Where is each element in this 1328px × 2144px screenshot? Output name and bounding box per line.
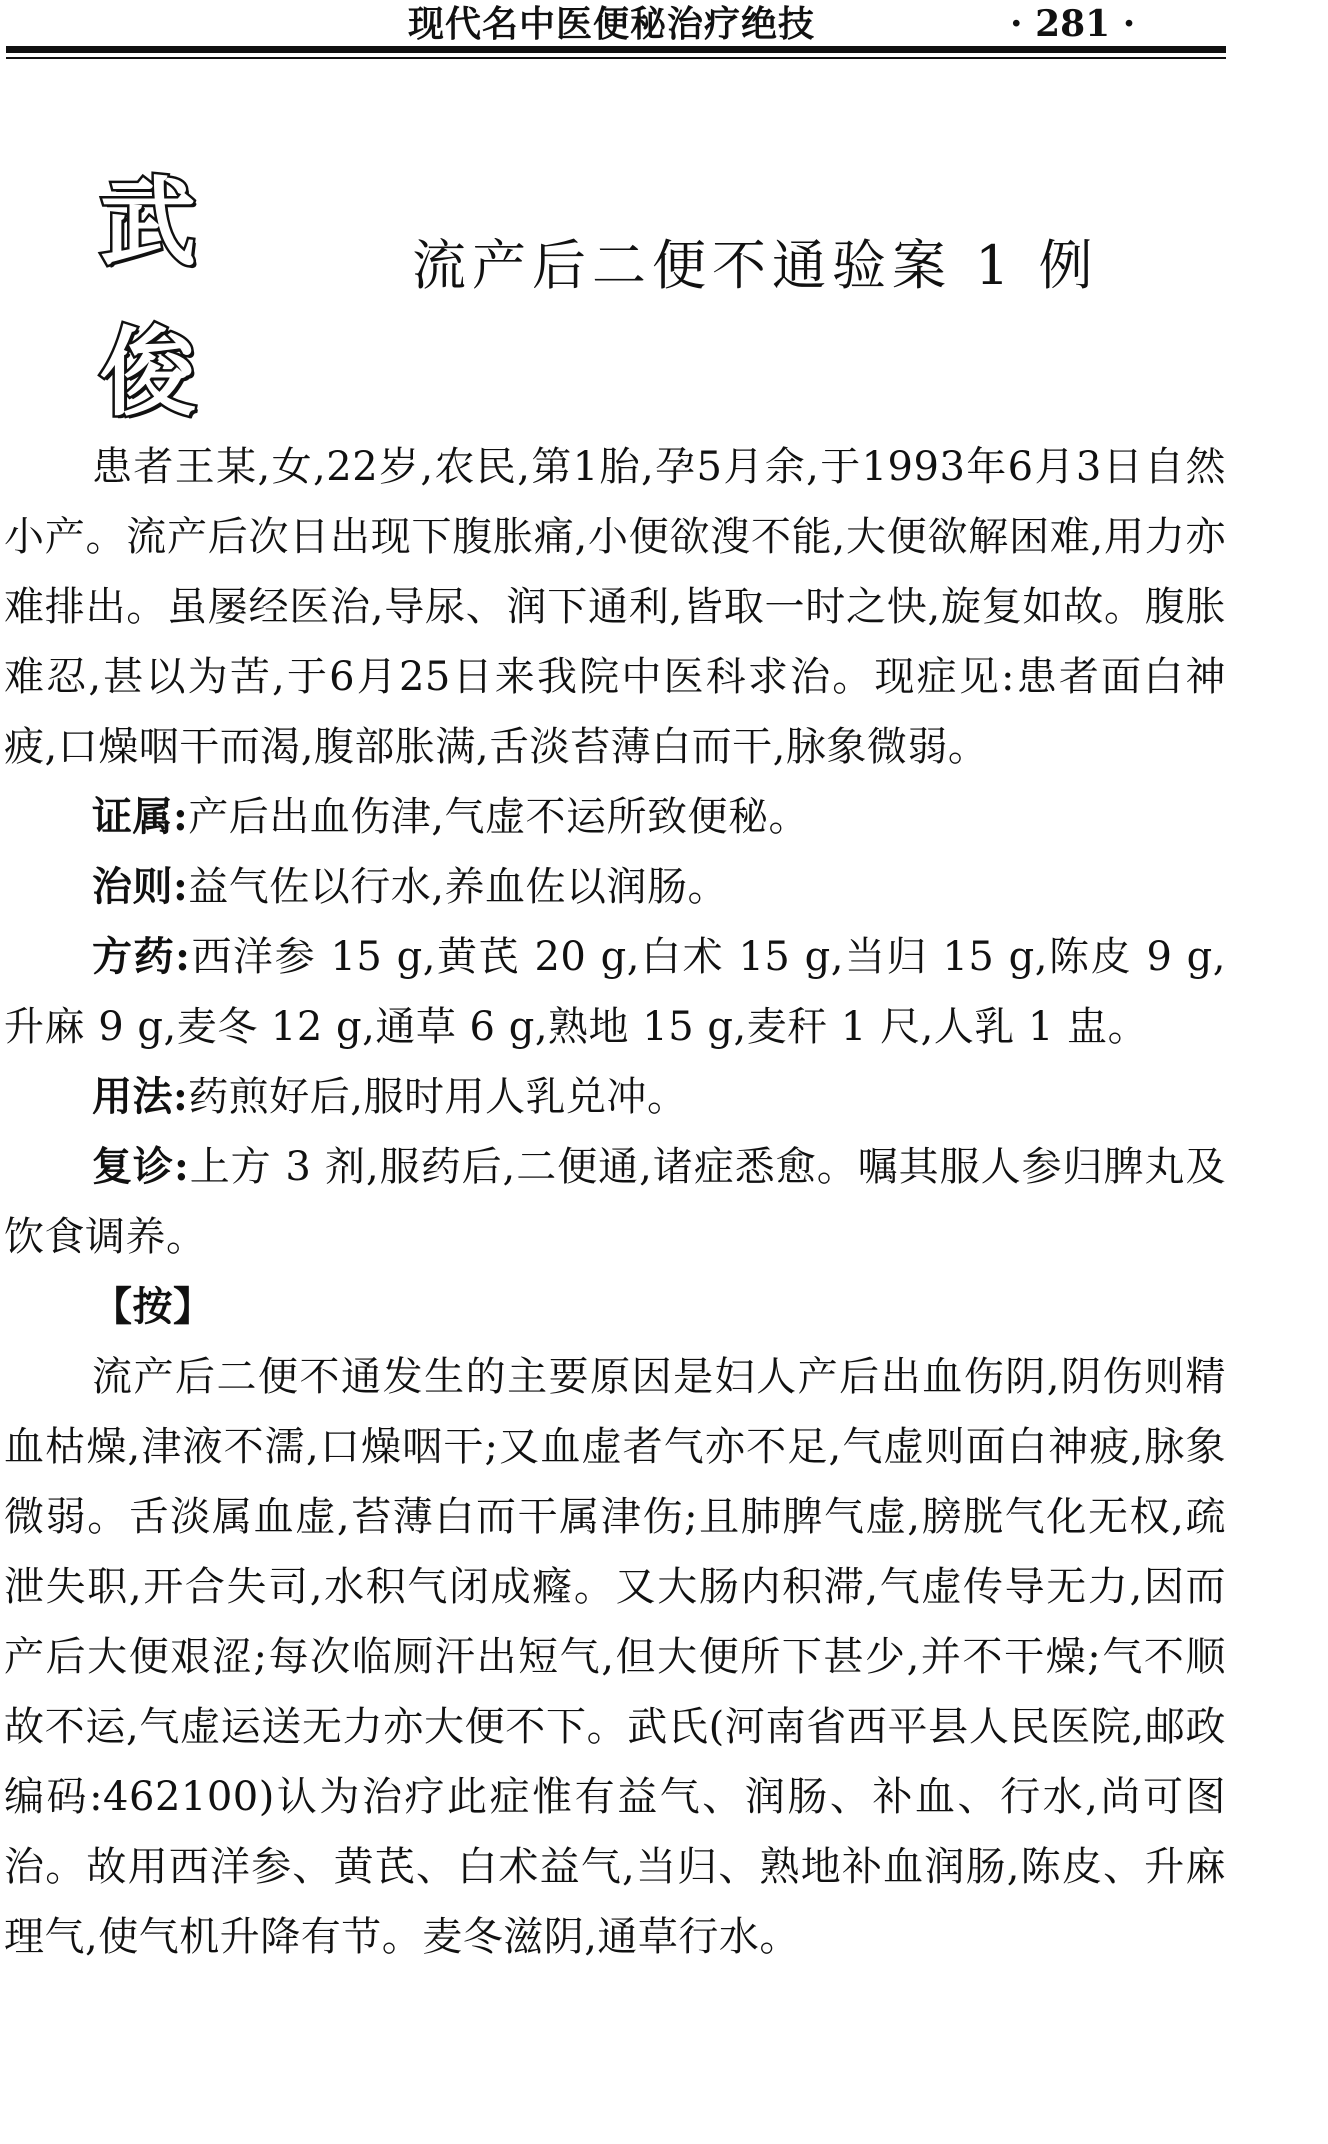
usage-text: 药煎好后,服时用人乳兑冲。 bbox=[188, 1074, 688, 1120]
syndrome-label: 证属: bbox=[92, 793, 189, 840]
author-char-2: 俊 bbox=[100, 316, 196, 429]
running-header bbox=[0, 0, 1230, 62]
article-body bbox=[4, 432, 1226, 1972]
article-title: 流产后二便不通验案 1 例 bbox=[412, 234, 1099, 297]
page-number: · 281 · bbox=[1010, 3, 1136, 45]
prescription-line bbox=[4, 922, 1226, 1062]
book-title: 现代名中医便秘治疗绝技 bbox=[408, 3, 816, 45]
case-paragraph: 患者王某,女,22岁,农民,第1胎,孕5月余,于1993年6月3日自然小产。流产后次日出现下腹胀痛,小便欲溲不能,大便欲解困难,用力亦难排出。虽屡经医治,导尿、润下通利,皆取一时之快,旋复如故。腹胀难忍,甚以为苦,于6月25日来我院中医科求治。现症见:患者面白神疲,口燥咽干而渴,腹部胀满,舌淡苔薄白而干,脉象微弱。 bbox=[4, 444, 1226, 770]
usage-line bbox=[4, 1062, 1226, 1132]
note-heading: 【按】 bbox=[92, 1283, 214, 1330]
followup-line bbox=[4, 1132, 1226, 1272]
header-rule-thick bbox=[6, 46, 1226, 53]
followup-text: 上方 3 剂,服药后,二便通,诸症悉愈。嘱其服人参归脾丸及饮食调养。 bbox=[4, 1144, 1226, 1260]
prescription-text: 西洋参 15 g,黄芪 20 g,白术 15 g,当归 15 g,陈皮 9 g,升麻 9 g,麦冬 12 g,通草 6 g,熟地 15 g,麦秆 1 尺,人乳 1 盅。 bbox=[4, 934, 1226, 1050]
followup-label: 复诊: bbox=[92, 1143, 190, 1190]
prescription-label: 方药: bbox=[92, 933, 191, 980]
treatment-label: 治则: bbox=[92, 863, 189, 910]
author-char-1: 武 bbox=[100, 166, 196, 279]
syndrome-line bbox=[4, 782, 1226, 852]
author-name bbox=[100, 148, 230, 448]
header-rule-thin bbox=[6, 57, 1226, 59]
syndrome-text: 产后出血伤津,气虚不运所致便秘。 bbox=[188, 794, 809, 840]
treatment-line bbox=[4, 852, 1226, 922]
usage-label: 用法: bbox=[92, 1073, 189, 1120]
treatment-text: 益气佐以行水,养血佐以润肠。 bbox=[188, 864, 728, 910]
note-paragraph: 流产后二便不通发生的主要原因是妇人产后出血伤阴,阴伤则精血枯燥,津液不濡,口燥咽干;又血虚者气亦不足,气虚则面白神疲,脉象微弱。舌淡属血虚,苔薄白而干属津伤;且肺脾气虚,膀胱气化无权,疏泄失职,开合失司,水积气闭成癃。又大肠内积滞,气虚传导无力,因而产后大便艰涩;每次临厕汗出短气,但大便所下甚少,并不干燥;气不顺故不运,气虚运送无力亦大便不下。武氏(河南省西平县人民医院,邮政编码:462100)认为治疗此症惟有益气、润肠、补血、行水,尚可图治。故用西洋参、黄芪、白术益气,当归、熟地补血润肠,陈皮、升麻理气,使气机升降有节。麦冬滋阴,通草行水。 bbox=[4, 1354, 1226, 1960]
